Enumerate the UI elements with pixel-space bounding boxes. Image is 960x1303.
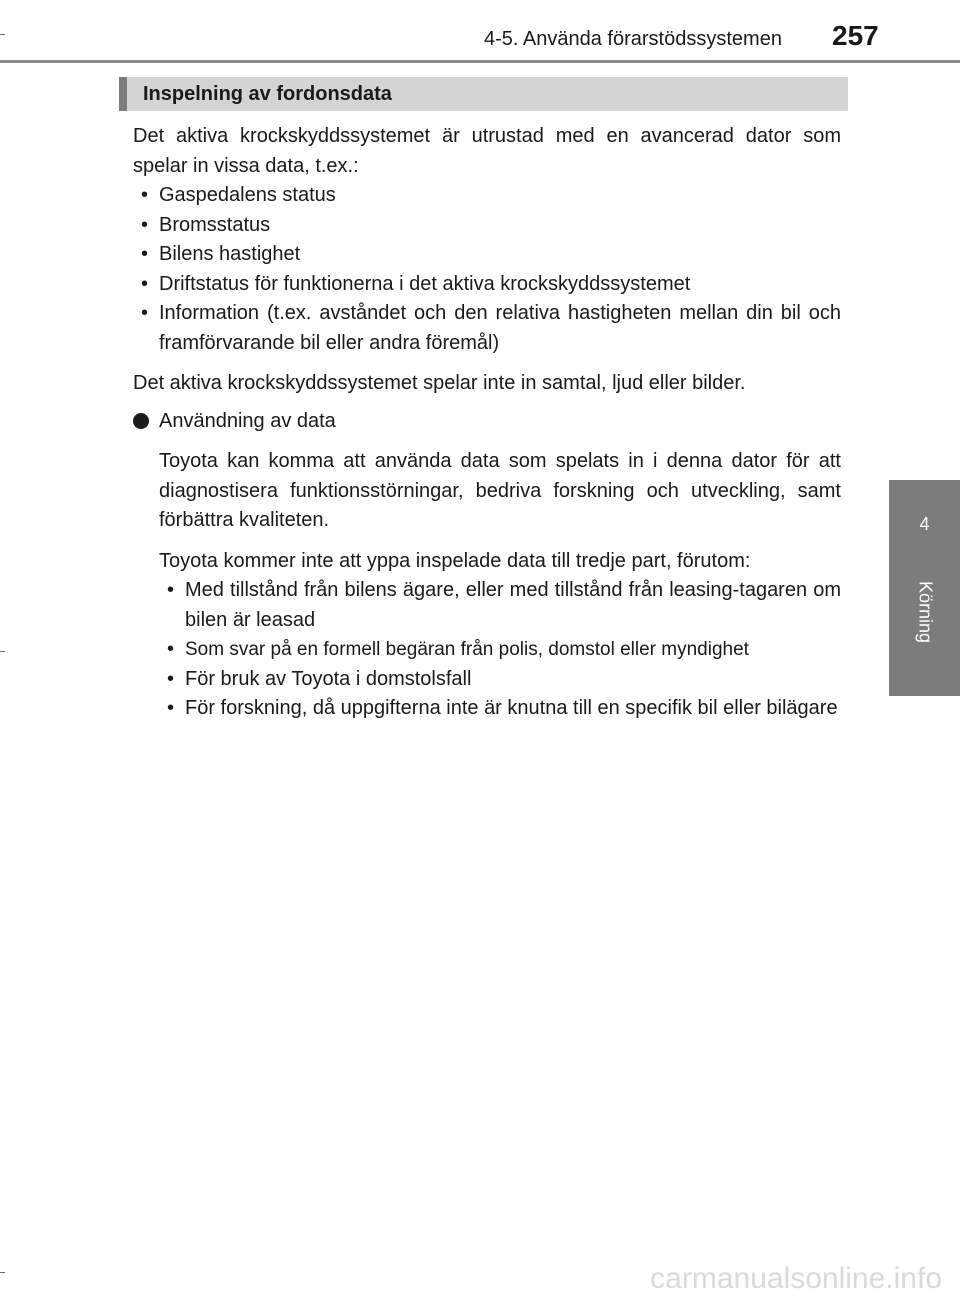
intro-paragraph: Det aktiva krockskyddssystemet är utrustad med en avancerad dator som spelar in vissa data, t.ex.:	[133, 125, 841, 177]
list-item: • För forskning, då uppgifterna inte är knutna till en specifik bil eller bilägare	[167, 697, 838, 719]
chapter-side-tab[interactable]	[889, 480, 960, 696]
section-title: Inspelning av fordonsdata	[143, 83, 392, 105]
section-heading-bar	[119, 77, 848, 111]
subheading-text: Användning av data	[159, 409, 336, 432]
list-item: • Som svar på en formell begäran från polis, domstol eller myndighet	[167, 638, 749, 660]
disclosure-intro: Toyota kommer inte att yppa inspelade data till tredje part, förutom:	[159, 549, 751, 572]
crop-mark-top	[0, 34, 5, 35]
page-number: 257	[832, 20, 879, 51]
list-item: • Gaspedalens status	[141, 184, 336, 206]
crop-mark-bottom	[0, 1272, 5, 1273]
list-item: • För bruk av Toyota i domstolsfall	[167, 667, 472, 690]
list-item: • Information (t.ex. avståndet och den relativa hastigheten mellan din bil och framförvarande bil eller andra föremål)	[141, 302, 841, 354]
recorded-data-list	[133, 181, 841, 358]
watermark: carmanualsonline.info	[650, 1262, 942, 1295]
page-content	[133, 122, 841, 724]
disclosure-list	[159, 576, 841, 724]
list-item: • Bromsstatus	[141, 213, 271, 236]
list-item: • Driftstatus för funktionerna i det aktiva krockskyddssystemet	[141, 272, 691, 295]
bullet-disc-icon	[133, 413, 149, 429]
header-rule	[0, 60, 960, 63]
note-paragraph: Det aktiva krockskyddssystemet spelar inte in samtal, ljud eller bilder.	[133, 372, 746, 394]
usage-section	[159, 447, 841, 724]
subheading	[133, 407, 841, 437]
list-item: • Med tillstånd från bilens ägare, eller med tillstånd från leasing-tagaren om bilen är leasad	[167, 579, 841, 631]
list-item: • Bilens hastighet	[141, 243, 301, 265]
side-tab-label: Körning	[915, 580, 936, 644]
crop-mark-middle	[0, 651, 5, 652]
usage-paragraph: Toyota kan komma att använda data som spelats in i denna dator för att diagnostisera funktionsstörningar, bedriva forskning och utveckling, samt förbättra kvaliteten.	[159, 450, 841, 531]
chapter-title: 4-5. Använda förarstödssystemen	[484, 28, 782, 50]
side-tab-number: 4	[919, 514, 930, 534]
